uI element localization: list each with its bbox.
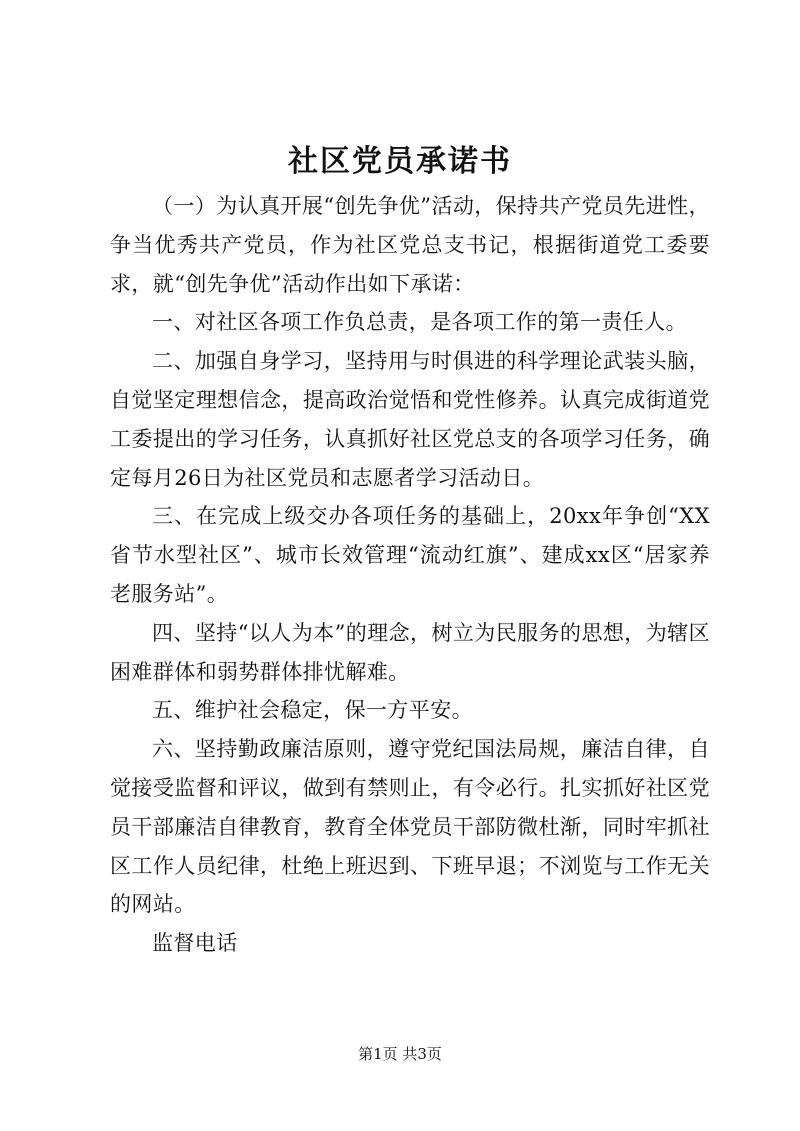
paragraph-item-5: 五、维护社会稳定，保一方平安。 [152, 698, 473, 723]
page-number-footer: 第1页 共3页 [358, 1045, 442, 1063]
paragraph-item-6: 六、坚持勤政廉洁原则，遵守党纪国法局规，廉洁自律，自觉接受监督和评议，做到有禁则止，有令必行。扎实抓好社区党员干部廉洁自律教育，教育全体党员干部防微杜渐，同时牢抓社区工作人员纪律，杜绝上班迟到、下班早退；不浏览与工作无关的网站。 [110, 737, 710, 917]
document-body [110, 187, 710, 963]
paragraph-item-4: 四、坚持“以人为本”的理念，树立为民服务的思想，为辖区困难群体和弱势群体排忧解难。 [110, 620, 710, 684]
paragraph-item-2: 二、加强自身学习，坚持用与时俱进的科学理论武装头脑，自觉坚定理想信念，提高政治觉悟和党性修养。认真完成街道党工委提出的学习任务，认真抓好社区党总支的各项学习任务，确定每月26日为社区党员和志愿者学习活动日。 [110, 349, 710, 490]
paragraph-supervision-phone: 监督电话 [152, 931, 238, 956]
paragraph-item-3: 三、在完成上级交办各项任务的基础上，20xx年争创“XX省节水型社区”、城市长效管理“流动红旗”、建成xx区“居家养老服务站”。 [110, 504, 710, 606]
paragraph-item-1: 一、对社区各项工作负总责，是各项工作的第一责任人。 [152, 310, 687, 335]
document-title: 社区党员承诺书 [288, 144, 512, 179]
paragraph-intro: （一）为认真开展“创先争优”活动，保持共产党员先进性，争当优秀共产党员，作为社区党总支书记，根据街道党工委要求，就“创先争优”活动作出如下承诺： [110, 194, 710, 296]
